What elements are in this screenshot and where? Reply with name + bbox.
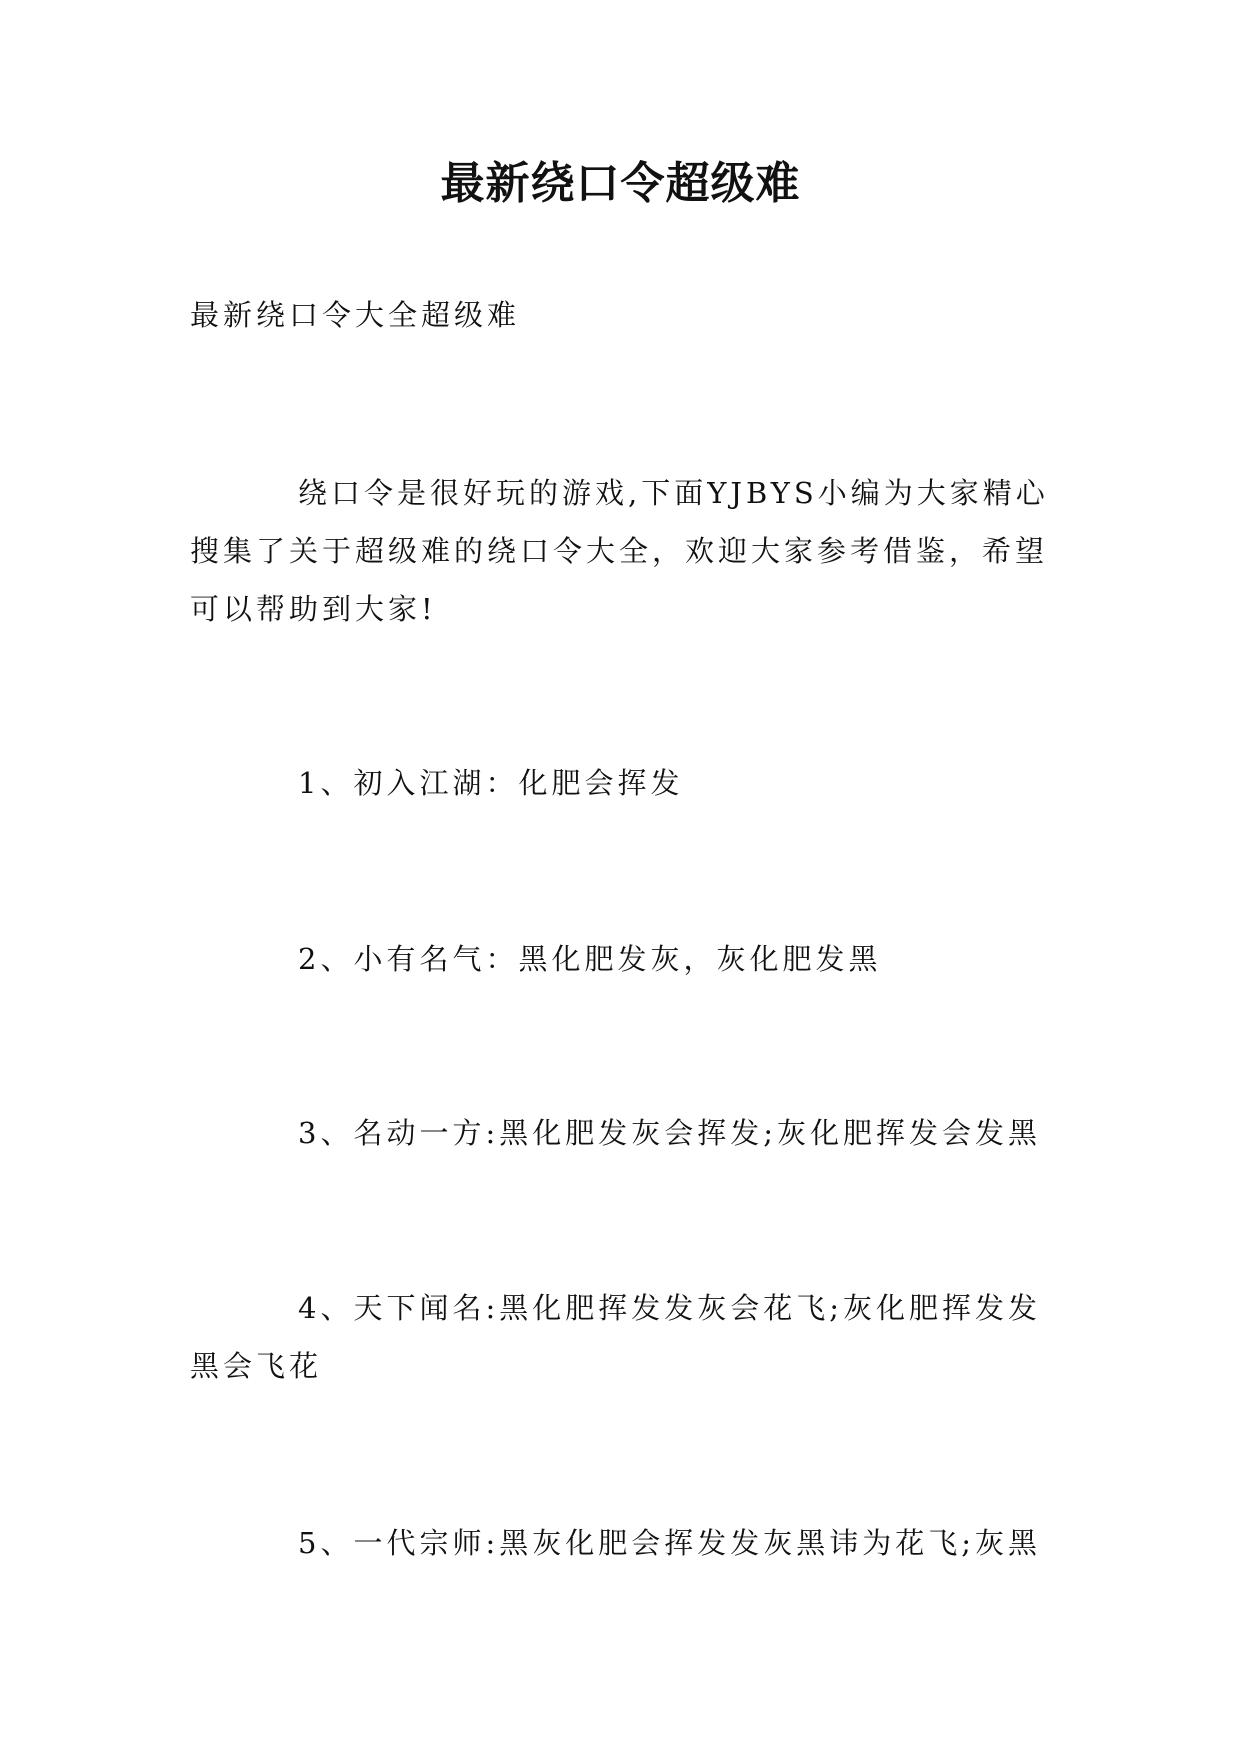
tongue-twister-item-5: 5、一代宗师:黑灰化肥会挥发发灰黑讳为花飞;灰黑 xyxy=(298,1526,1041,1560)
tongue-twister-item-3: 3、名动一方:黑化肥发灰会挥发;灰化肥挥发会发黑 xyxy=(298,1116,1041,1150)
tongue-twister-item-1: 1、初入江湖：化肥会挥发 xyxy=(298,766,684,800)
document-subtitle: 最新绕口令大全超级难 xyxy=(190,298,521,332)
tongue-twister-item-4: 4、天下闻名:黑化肥挥发发灰会花飞;灰化肥挥发发黑会飞花 xyxy=(190,1291,1041,1383)
intro-paragraph: 绕口令是很好玩的游戏,下面YJBYS小编为大家精心搜集了关于超级难的绕口令大全，欢迎大家参考借鉴，希望可以帮助到大家! xyxy=(190,476,1049,626)
document-title: 最新绕口令超级难 xyxy=(440,158,801,209)
tongue-twister-item-2: 2、小有名气：黑化肥发灰，灰化肥发黑 xyxy=(298,942,882,976)
